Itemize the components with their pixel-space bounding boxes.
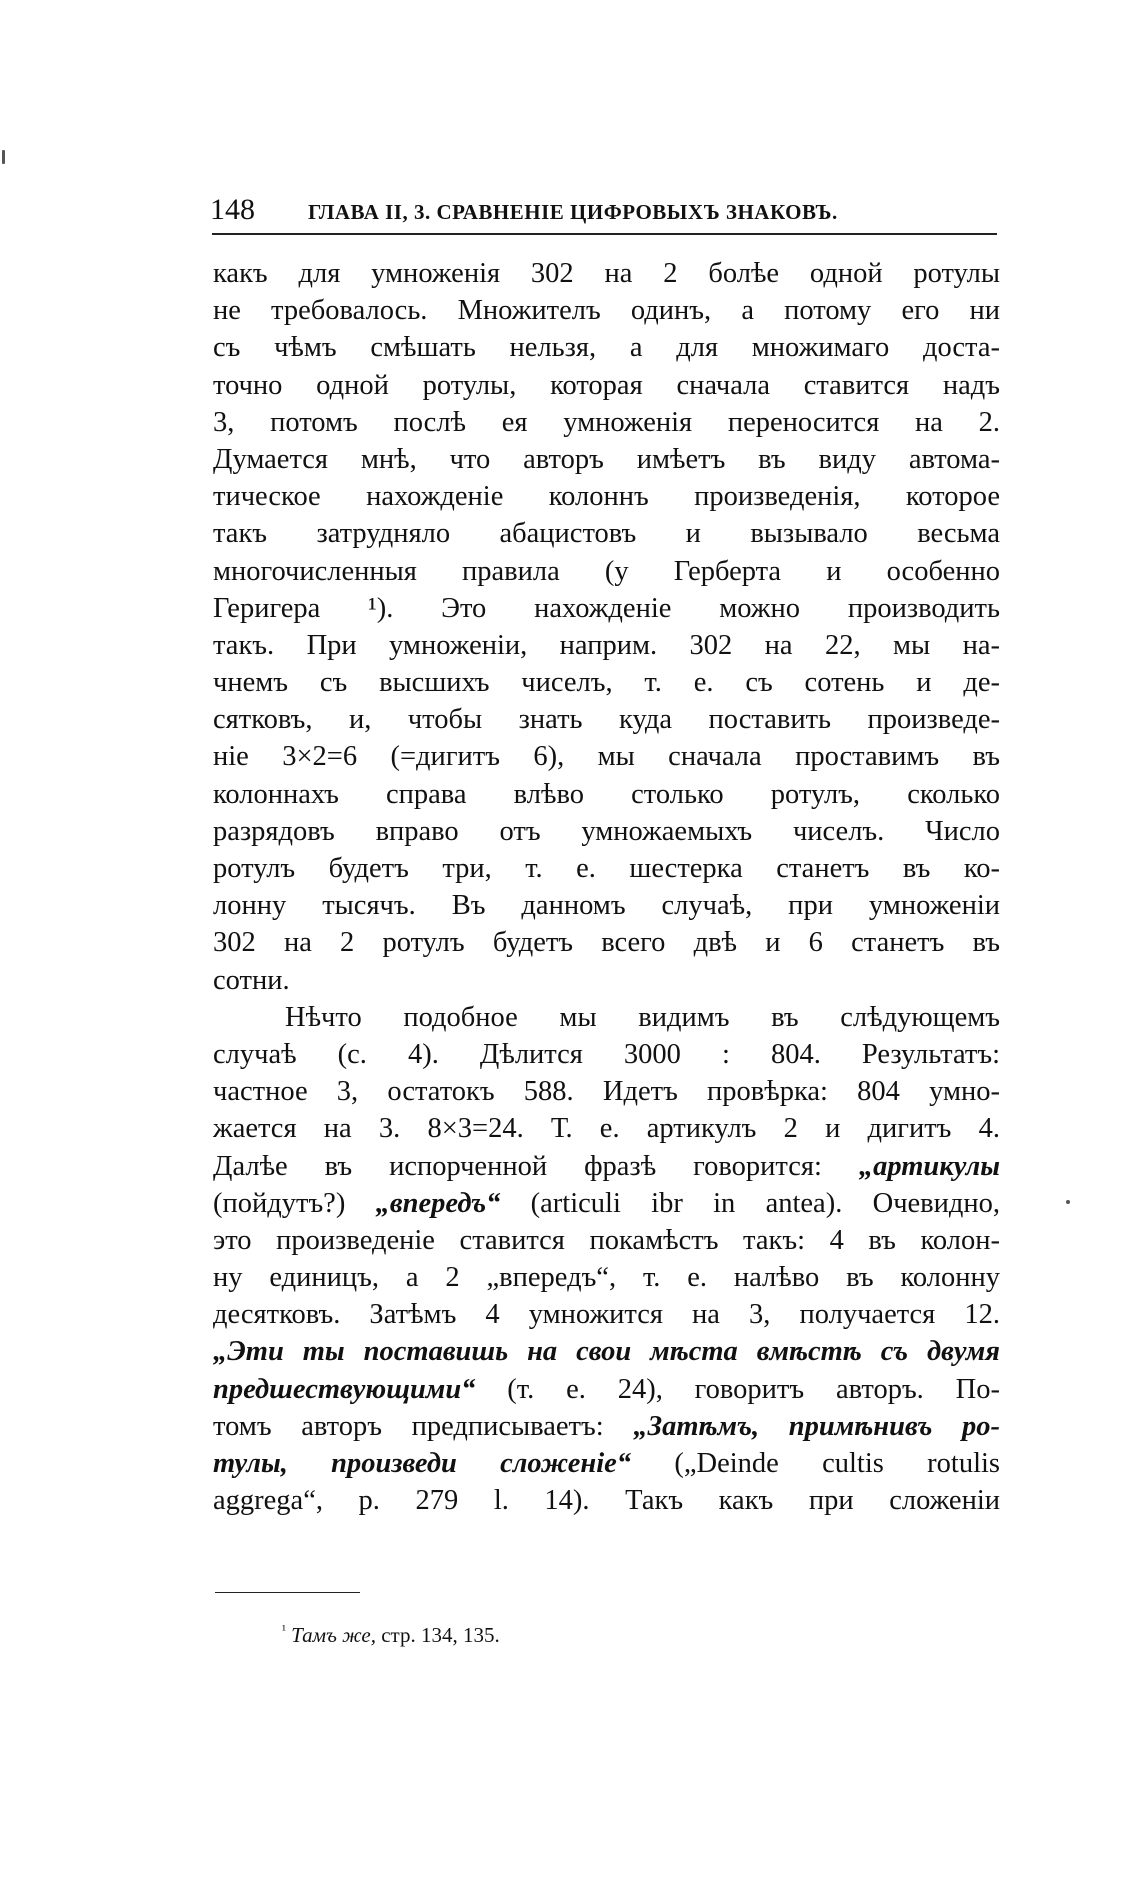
- page-header: [210, 192, 1000, 232]
- text-line: колоннахъ справа влѣво столько ротулъ, сколько: [213, 778, 1000, 810]
- italic-text-segment: „впередъ“: [375, 1187, 501, 1219]
- footnote-rule: [215, 1592, 360, 1593]
- text-line: многочисленныя правила (у Герберта и особенно: [213, 555, 1000, 587]
- italic-text-line: „Эти ты поставишь на свои мѣста вмѣстѣ съ двумя: [213, 1336, 1000, 1368]
- text-line: разрядовъ вправо отъ умножаемыхъ чиселъ. Число: [213, 815, 1000, 847]
- text-line: [213, 1148, 1000, 1185]
- body-text: [213, 255, 1000, 1519]
- text-line: Нѣчто подобное мы видимъ въ слѣдующемъ: [285, 1001, 1000, 1033]
- text-segment: Далѣе въ испорченной фразѣ говорится:: [213, 1150, 822, 1182]
- text-line: [213, 1445, 1000, 1482]
- text-line: лонну тысячъ. Въ данномъ случаѣ, при умноженіи: [213, 890, 1000, 922]
- text-line: чнемъ съ высшихъ чиселъ, т. е. съ сотень и де-: [213, 667, 1000, 699]
- text-segment: (пойдутъ?): [213, 1187, 346, 1219]
- text-segment: (т. е. 24), говоритъ авторъ. По-: [507, 1373, 1000, 1405]
- text-line: тическое нахожденіе колоннъ произведенія, которое: [213, 481, 1000, 513]
- italic-text-segment: тулы, произведи сложеніе“: [213, 1448, 632, 1479]
- text-line: [213, 1408, 1000, 1445]
- text-segment: (articuli ibr in antea). Очевидно,: [530, 1187, 1001, 1219]
- page-number: 148: [210, 193, 255, 226]
- text-line: Думается мнѣ, что авторъ имѣетъ въ виду автома-: [213, 443, 1000, 475]
- margin-speck: [1066, 1200, 1070, 1204]
- text-line: [213, 1185, 1000, 1222]
- text-line: такъ затрудняло абацистовъ и вызывало весьма: [213, 518, 1000, 550]
- text-line: 302 на 2 ротулъ будетъ всего двѣ и 6 станетъ въ: [213, 927, 1000, 959]
- running-head: ГЛАВА II, 3. СРАВНЕНІЕ ЦИФРОВЫХЪ ЗНАКОВЪ.: [308, 200, 838, 224]
- italic-text-segment: предшествующими“: [213, 1373, 476, 1405]
- footnote-source: Тамъ же,: [291, 1623, 376, 1647]
- text-line: такъ. При умноженіи, наприм. 302 на 22, мы на-: [213, 629, 1000, 661]
- footnote: [282, 1616, 500, 1649]
- header-rule: [212, 233, 997, 235]
- text-line: aggrega“, p. 279 l. 14). Такъ какъ при сложеніи: [213, 1485, 1000, 1517]
- text-line: ніе 3×2=6 (=дигитъ 6), мы сначала проставимъ въ: [213, 741, 1000, 773]
- text-line: точно одной ротулы, которая сначала ставится надъ: [213, 369, 1000, 401]
- text-line: ротулъ будетъ три, т. е. шестерка станетъ въ ко-: [213, 853, 1000, 884]
- text-line: частное 3, остатокъ 588. Идетъ провѣрка: 804 умно-: [213, 1076, 1000, 1108]
- footnote-marker: ¹: [282, 1622, 286, 1637]
- text-line: ну единицъ, а 2 „впередъ“, т. е. налѣво въ колонну: [213, 1262, 1000, 1294]
- text-line: жается на 3. 8×3=24. Т. е. артикулъ 2 и дигитъ 4.: [213, 1113, 1000, 1145]
- margin-speck: [2, 150, 5, 164]
- text-line: какъ для умноженія 302 на 2 болѣе одной ротулы: [213, 258, 1000, 289]
- footnote-pages: стр. 134, 135.: [381, 1623, 500, 1647]
- text-line: 3, потомъ послѣ ея умноженія переносится на 2.: [213, 406, 1000, 438]
- text-line: случаѣ (с. 4). Дѣлится 3000 : 804. Результатъ:: [213, 1038, 1000, 1070]
- text-line: это произведеніе ставится покамѣстъ такъ: 4 въ колон-: [213, 1224, 1000, 1256]
- text-line: не требовалось. Множителъ одинъ, а потому его ни: [213, 295, 1000, 327]
- text-line: сятковъ, и, чтобы знать куда поставить произведе-: [213, 704, 1000, 736]
- text-line: съ чѣмъ смѣшать нельзя, а для множимаго доста-: [213, 332, 1000, 364]
- text-segment: („Deinde cultis rotulis: [674, 1448, 1001, 1479]
- italic-text-segment: „Затѣмъ, примѣнивъ ро-: [633, 1410, 1000, 1442]
- text-line: Геригера ¹). Это нахожденіе можно производить: [213, 592, 1000, 624]
- text-line: десятковъ. Затѣмъ 4 умножится на 3, получается 12.: [213, 1299, 1000, 1331]
- text-segment: томъ авторъ предписываетъ:: [213, 1410, 604, 1442]
- italic-text-segment: „артикулы: [858, 1150, 1001, 1182]
- text-line: [213, 1371, 1000, 1408]
- text-line: сотни.: [213, 964, 290, 996]
